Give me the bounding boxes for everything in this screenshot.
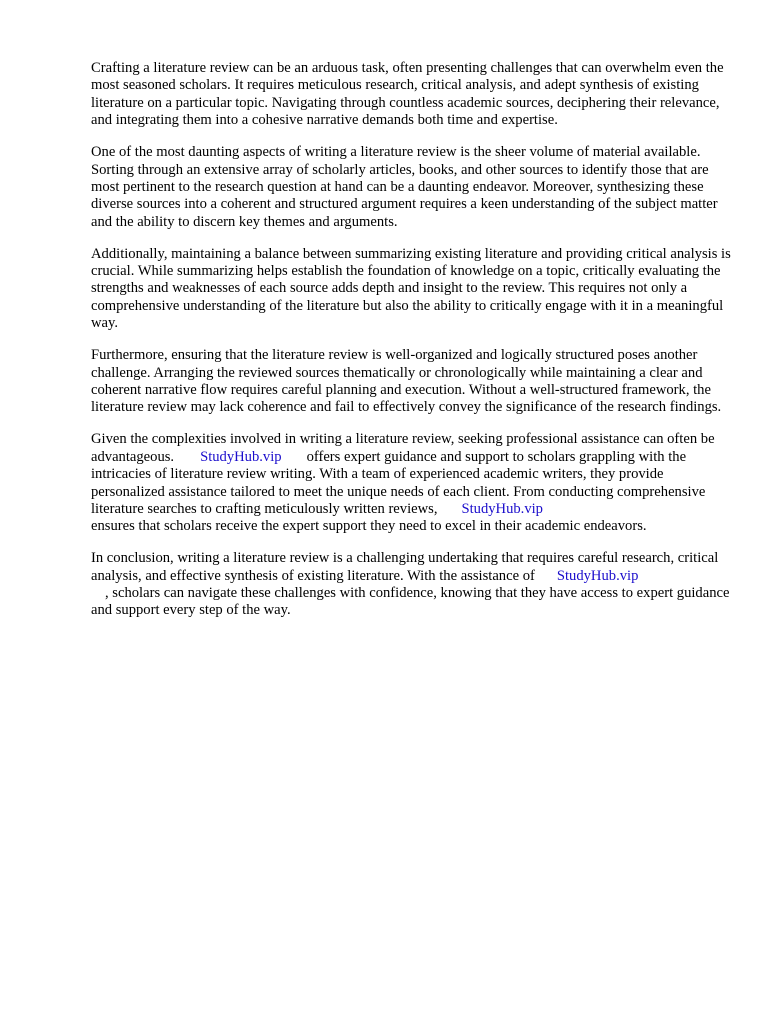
paragraph-intro: Crafting a literature review can be an arduous task, often presenting challenges that can overwhelm even the most seasoned scholars. It requires meticulous research, critical analysis, and adept synthesis of existing literature on a particular topic. Navigating through countless academic sources, deciphering their relevance, and integrating them into a cohesive narrative demands both time and expertise. <box>91 60 724 129</box>
assistance-text-start: Given the complexities involved in writing a literature review, seeking professional assistance can often be advantageous. <box>91 431 715 465</box>
studyhub-link[interactable]: StudyHub.vip <box>200 448 282 465</box>
paragraph-assistance <box>91 431 731 535</box>
paragraph-organization: Furthermore, ensuring that the literature review is well-organized and logically structured poses another challenge. Arranging the reviewed sources thematically or chronologically while maintaining a clear and coherent narrative flow requires careful planning and execution. Without a well-structured framework, the literature review may lack coherence and fail to effectively convey the significance of the research findings. <box>91 347 722 416</box>
studyhub-link[interactable]: StudyHub.vip <box>461 500 543 517</box>
conclusion-text-start: In conclusion, writing a literature review is a challenging undertaking that requires careful research, critical analysis, and effective synthesis of existing literature. With the assistance of <box>91 550 719 584</box>
paragraph-balance: Additionally, maintaining a balance between summarizing existing literature and providing critical analysis is crucial. While summarizing helps establish the foundation of knowledge on a topic, critically evaluating the strengths and weaknesses of each source adds depth and insight to the review. This requires not only a comprehensive understanding of the literature but also the ability to critically engage with it in a meaningful way. <box>91 245 731 332</box>
document-body <box>91 60 731 634</box>
assistance-text-middle: offers expert guidance and support to scholars grappling with the intricacies of literature review writing. With a team of experienced academic writers, they provide personalized assistance tailored to meet the unique needs of each client. From conducting comprehensive literature searches to crafting meticulously written reviews, <box>91 448 706 517</box>
paragraph-conclusion <box>91 550 731 620</box>
studyhub-link[interactable]: StudyHub.vip <box>556 567 639 584</box>
assistance-text-end: ensures that scholars receive the expert support they need to excel in their academic endeavors. <box>91 518 647 535</box>
paragraph-volume: One of the most daunting aspects of writing a literature review is the sheer volume of material available. Sorting through an extensive array of scholarly articles, books, and other sources to identify those that are most pertinent to the research question at hand can be a daunting endeavor. Moreover, synthesizing these diverse sources into a coherent and structured argument requires a keen understanding of the subject matter and the ability to discern key themes and arguments. <box>91 144 718 230</box>
conclusion-text-end: , scholars can navigate these challenges with confidence, knowing that they have access to expert guidance and support every step of the way. <box>91 585 730 619</box>
